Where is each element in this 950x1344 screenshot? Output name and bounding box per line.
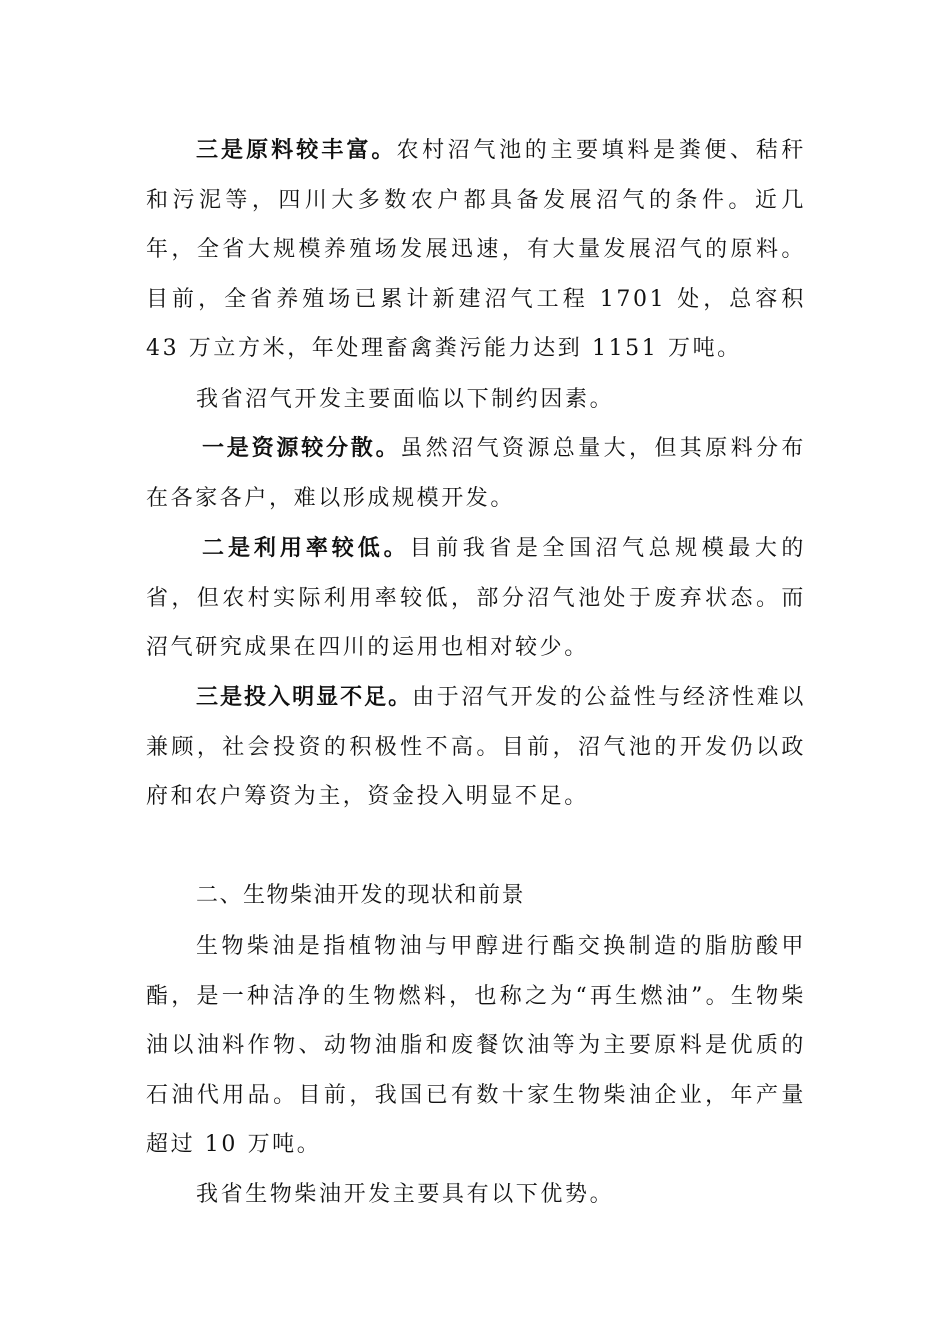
paragraph-lead: 三是投入明显不足。: [196, 685, 413, 710]
paragraph-body: 由于沼气开发的公益性与经济性难以兼顾，社会投资的积极性不高。目前，沼气池的开发仍以政府和农户筹资为主，资金投入明显不足。: [146, 685, 806, 809]
paragraph-body: 虽然沼气资源总量大，但其原料分布在各家各户，难以形成规模开发。: [146, 436, 806, 511]
paragraph-low-utilization: [146, 524, 806, 673]
paragraph-scattered-resources: [146, 424, 806, 523]
paragraph-body: 生物柴油是指植物油与甲醇进行酯交换制造的脂肪酸甲酯，是一种洁净的生物燃料，也称之为“再生燃油”。生物柴油以油料作物、动物油脂和废餐饮油等为主要原料是优质的石油代用品。目前，我国已有数十家生物柴油企业，年产量超过 10 万吨。: [146, 934, 806, 1157]
paragraph-body: 我省生物柴油开发主要具有以下优势。: [196, 1182, 615, 1207]
paragraph-lead: 一是资源较分散。: [202, 436, 401, 461]
paragraph-advantages-intro: [146, 1170, 806, 1220]
paragraph-insufficient-investment: [146, 673, 806, 822]
section-heading: 二、生物柴油开发的现状和前景: [196, 883, 526, 908]
paragraph-biodiesel-definition: [146, 922, 806, 1170]
paragraph-body: 目前我省是全国沼气总规模最大的省，但农村实际利用率较低，部分沼气池处于废弃状态。而沼气研究成果在四川的运用也相对较少。: [146, 536, 806, 660]
paragraph-constraints-intro: [146, 375, 806, 425]
paragraph-raw-materials: [146, 126, 806, 374]
paragraph-lead: 二是利用率较低。: [202, 536, 410, 561]
paragraph-body: 农村沼气池的主要填料是粪便、秸秆和污泥等，四川大多数农户都具备发展沼气的条件。近几年，全省大规模养殖场发展迅速，有大量发展沼气的原料。目前，全省养殖场已累计新建沼气工程 1701 处，总容积 43 万立方米，年处理畜禽粪污能力达到 1151 万吨。: [146, 138, 806, 361]
paragraph-body: 我省沼气开发主要面临以下制约因素。: [196, 387, 615, 412]
paragraph-lead: 三是原料较丰富。: [196, 138, 397, 163]
